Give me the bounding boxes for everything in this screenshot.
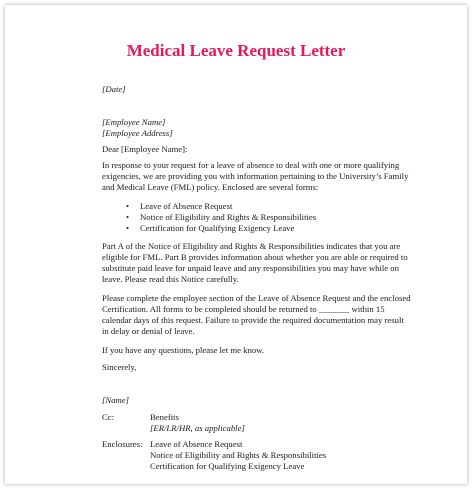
paragraph-line: and Medical Leave (FML) policy. Enclosed are several forms:: [102, 182, 319, 192]
page-title: Medical Leave Request Letter: [126, 41, 346, 60]
employee-address-placeholder: [Employee Address]: [102, 128, 173, 138]
signature-name-placeholder: [Name]: [102, 395, 130, 405]
paragraph-part-a: [102, 241, 408, 285]
bullet-icon: •: [126, 201, 130, 211]
salutation-text: Dear [Employee Name]:: [102, 144, 188, 154]
enclosure-item: Certification for Qualifying Exigency Leave: [150, 461, 305, 471]
closing: Sincerely,: [102, 362, 137, 372]
cc-line-hr: [ER/LR/HR, as applicable]: [150, 423, 245, 433]
paragraph-instructions: [102, 293, 411, 337]
list-item: [102, 223, 316, 234]
enclosure-item: Leave of Absence Request: [150, 439, 243, 449]
paragraph-line: In response to your request for a leave of absence to deal with one or more qualifying: [102, 160, 400, 170]
cc-line-benefits: Benefits: [150, 412, 179, 422]
paragraph-line: Part A of the Notice of Eligibility and Rights & Responsibilities indicates that you are: [102, 241, 401, 251]
letter-page: [5, 5, 467, 484]
paragraph-line: exigencies, we are providing you with information pertaining to the University’s Family: [102, 171, 409, 181]
paragraph-line: Please complete the employee section of the Leave of Absence Request and the enclosed: [102, 293, 411, 303]
enclosures-label: Enclosures:: [102, 439, 143, 449]
cc-label: Cc:: [102, 412, 115, 422]
date-placeholder: [Date]: [102, 84, 126, 94]
forms-list: [102, 201, 316, 234]
paragraph-line: calendar days of this request. Failure to provide the required documentation may result: [102, 315, 404, 325]
list-item: [102, 201, 316, 212]
bullet-icon: •: [126, 223, 130, 233]
paragraph-line: substitute paid leave for unpaid leave and any responsibilities you may have while on: [102, 263, 399, 273]
list-item-label: Notice of Eligibility and Rights & Responsibilities: [140, 212, 317, 222]
paragraph-line: leave. Please read this Notice carefully.: [102, 274, 239, 284]
enclosure-item: Notice of Eligibility and Rights & Responsibilities: [150, 450, 327, 460]
paragraph-line: in delay or denial of leave.: [102, 326, 195, 336]
list-item: [102, 212, 316, 223]
paragraph-intro: [102, 160, 409, 193]
bullet-icon: •: [126, 212, 130, 222]
list-item-label: Certification for Qualifying Exigency Leave: [140, 223, 295, 233]
employee-name-placeholder: [Employee Name]: [102, 117, 166, 127]
paragraph-line: eligible for FML. Part B provides information about whether you are able or required to: [102, 252, 408, 262]
salutation: [102, 144, 187, 155]
list-item-label: Leave of Absence Request: [140, 201, 233, 211]
paragraph-line: Certification. All forms to be completed should be returned to _______ within 15: [102, 304, 385, 314]
paragraph-questions: If you have any questions, please let me know.: [102, 345, 265, 355]
